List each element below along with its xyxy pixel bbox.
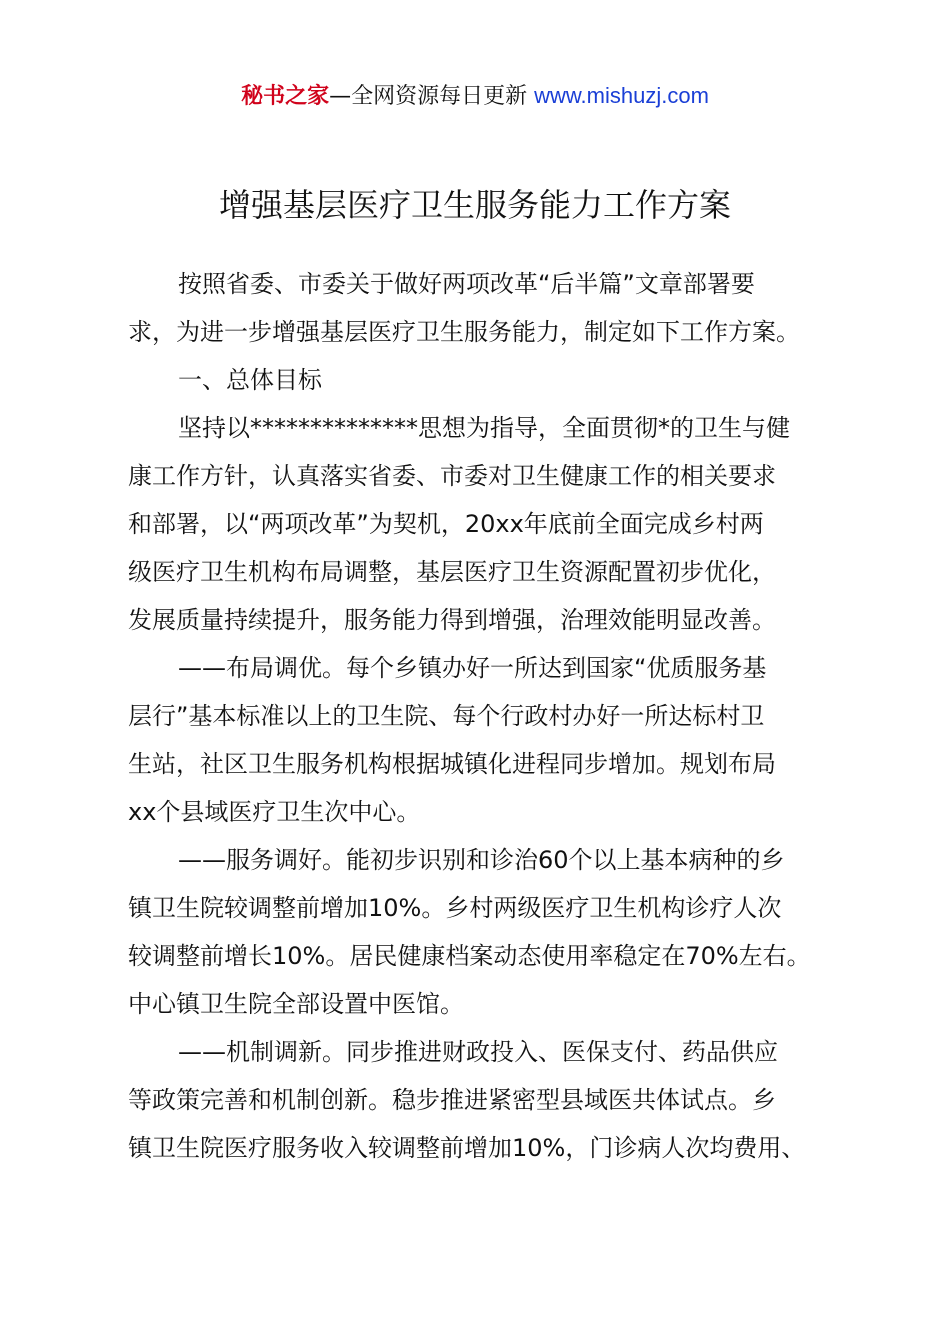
text-line: ——机制调新。同步推进财政投入、医保支付、药品供应 <box>178 1038 778 1066</box>
text-line: 镇卫生院较调整前增加10%。乡村两级医疗卫生机构诊疗人次 <box>128 894 782 922</box>
site-url-link[interactable]: www.mishuzj.com <box>534 83 709 108</box>
text-line: 等政策完善和机制创新。稳步推进紧密型县域医共体试点。乡 <box>128 1086 776 1114</box>
section-heading: 一、总体目标 <box>178 366 322 394</box>
document-body <box>128 262 836 1174</box>
text-line: 层行”基本标准以上的卫生院、每个行政村办好一所达标村卫 <box>128 702 765 730</box>
text-line: 求，为进一步增强基层医疗卫生服务能力，制定如下工作方案。 <box>128 318 800 346</box>
site-header <box>0 80 950 113</box>
text-line: 按照省委、市委关于做好两项改革“后半篇”文章部署要 <box>178 270 755 298</box>
document-title: 增强基层医疗卫生服务能力工作方案 <box>218 186 731 224</box>
text-line: 镇卫生院医疗服务收入较调整前增加10%，门诊病人次均费用、 <box>128 1134 806 1162</box>
text-line: xx个县域医疗卫生次中心。 <box>128 798 421 826</box>
text-line: 生站，社区卫生服务机构根据城镇化进程同步增加。规划布局 <box>128 750 776 778</box>
text-line: 坚持以**************思想为指导，全面贯彻*的卫生与健 <box>178 414 790 442</box>
text-line: 中心镇卫生院全部设置中医馆。 <box>128 990 464 1018</box>
header-tagline: —全网资源每日更新 <box>329 84 528 109</box>
text-line: ——布局调优。每个乡镇办好一所达到国家“优质服务基 <box>178 654 767 682</box>
text-line: 和部署，以“两项改革”为契机，20xx年底前全面完成乡村两 <box>128 510 764 538</box>
text-line: ——服务调好。能初步识别和诊治60个以上基本病种的乡 <box>178 846 785 874</box>
text-line: 康工作方针，认真落实省委、市委对卫生健康工作的相关要求 <box>128 462 776 490</box>
brand-name: 秘书之家 <box>241 84 330 109</box>
text-line: 发展质量持续提升，服务能力得到增强，治理效能明显改善。 <box>128 606 776 634</box>
text-line: 级医疗卫生机构布局调整，基层医疗卫生资源配置初步优化， <box>128 558 776 586</box>
text-line: 较调整前增长10%。居民健康档案动态使用率稳定在70%左右。 <box>128 942 811 970</box>
